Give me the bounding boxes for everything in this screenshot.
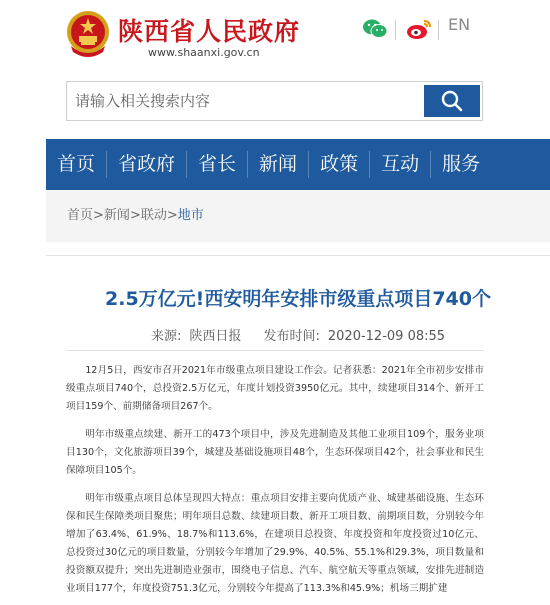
breadcrumb-item-city[interactable]: 地市 bbox=[177, 208, 204, 223]
header-divider bbox=[438, 20, 439, 40]
article-meta bbox=[46, 325, 550, 344]
breadcrumb-separator: > bbox=[166, 208, 178, 223]
publish-time-label: 发布时间: bbox=[263, 329, 320, 344]
breadcrumb-separator: > bbox=[129, 208, 141, 223]
publish-time: 2020-12-09 08:55 bbox=[327, 329, 446, 344]
article-body bbox=[66, 362, 484, 605]
nav-item-policy[interactable]: 政策 bbox=[320, 153, 359, 175]
nav-item-government[interactable]: 省政府 bbox=[118, 153, 176, 175]
main-nav bbox=[46, 139, 550, 190]
nav-item-service[interactable]: 服务 bbox=[442, 153, 481, 175]
search-icon bbox=[440, 89, 464, 113]
wechat-icon[interactable] bbox=[362, 18, 388, 40]
search-input[interactable] bbox=[67, 82, 421, 120]
breadcrumb-item-linkage[interactable]: 联动 bbox=[140, 208, 167, 223]
national-emblem-icon[interactable] bbox=[65, 10, 111, 58]
nav-item-home[interactable]: 首页 bbox=[57, 153, 96, 175]
search-button[interactable] bbox=[424, 85, 480, 117]
site-header bbox=[0, 0, 550, 70]
breadcrumb-item-home[interactable]: 首页 bbox=[67, 208, 94, 223]
divider bbox=[66, 350, 484, 351]
site-title[interactable]: 陕西省人民政府 bbox=[118, 17, 301, 46]
source-value: 陕西日报 bbox=[189, 329, 242, 344]
language-switch[interactable]: EN bbox=[448, 15, 471, 34]
search-bar bbox=[66, 81, 483, 121]
weibo-icon[interactable] bbox=[406, 18, 432, 40]
article-paragraph: 12月5日，西安市召开2021年市级重点项目建设工作会。记者获悉：2021年全市初步安排市级重点项目740个，总投资2.5万亿元，年度计划投资3950亿元。其中，续建项目314个、新开工项目159个、前期储备项目267个。 bbox=[66, 365, 484, 412]
nav-item-interaction[interactable]: 互动 bbox=[381, 153, 420, 175]
breadcrumb-separator: > bbox=[93, 208, 104, 223]
source-label: 来源: bbox=[150, 329, 182, 344]
header-divider bbox=[395, 20, 396, 40]
breadcrumb bbox=[46, 190, 550, 242]
divider bbox=[46, 255, 550, 256]
article-paragraph: 明年市级重点项目总体呈现四大特点：重点项目安排主要向优质产业、城建基础设施、生态环保和民生保障类项目聚焦；明年项目总数、续建项目数、新开工项目数、前期项目数，分别较今年增加了63.4%、61.9%、18.7%和113.6%，在建项目总投资、年度投资和年度投资过10亿元、总投资过30亿元的项目数量，分别较今年增加了29.9%、40.5%、55.1%和29.3%，项目数量和投资额双提升；突出先进制造业强市，围绕电子信息、汽车、航空航天等重点领域，安排先进制造业项目177个，年度投资751.3亿元，分别较今年提高了113.3%和45.9%；机场三期扩建 bbox=[66, 493, 484, 594]
site-url: www.shaanxi.gov.cn bbox=[148, 46, 260, 59]
breadcrumb-item-news[interactable]: 新闻 bbox=[103, 208, 130, 223]
article-paragraph: 明年市级重点续建、新开工的473个项目中，涉及先进制造及其他工业项目109个，服务业项目130个，文化旅游项目39个，城建及基础设施项目48个，生态环保项目42个，社会事业和民生保障项目105个。 bbox=[66, 429, 484, 476]
nav-item-news[interactable]: 新闻 bbox=[259, 153, 298, 175]
article-title: 2.5万亿元!西安明年安排市级重点项目740个 bbox=[105, 288, 491, 310]
nav-item-governor[interactable]: 省长 bbox=[198, 153, 237, 175]
